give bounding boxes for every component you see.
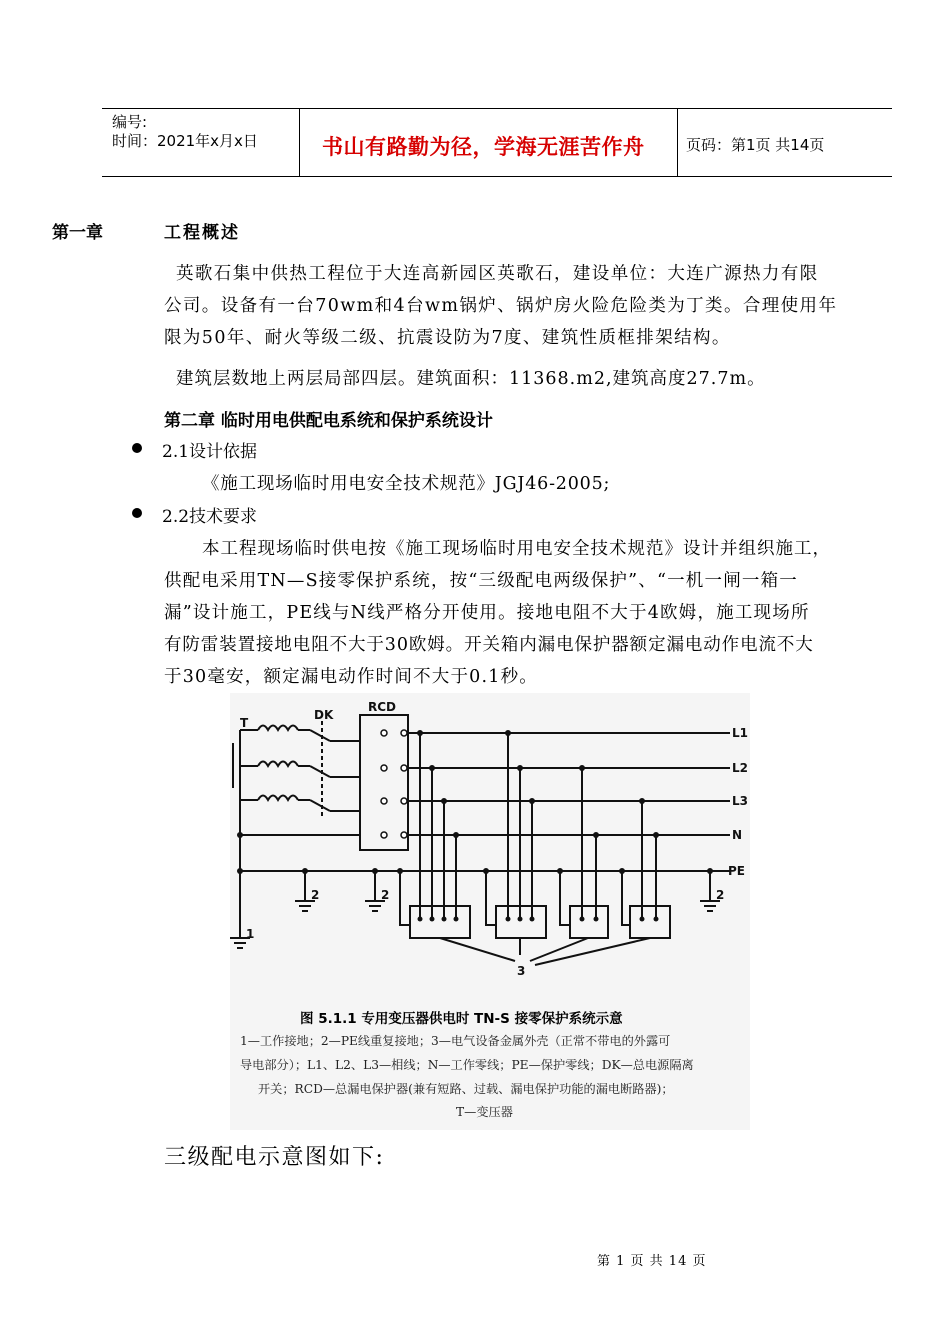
section-2-2-line5: 于30毫安，额定漏电动作时间不大于0.1秒。 xyxy=(164,667,538,687)
label-L1: L1 xyxy=(732,726,748,740)
header-top-rule xyxy=(102,108,892,109)
label-L3: L3 xyxy=(732,794,748,808)
label-T: T xyxy=(240,716,249,730)
section-2-1-text: 《施工现场临时用电安全技术规范》JGJ46-2005; xyxy=(202,474,611,494)
section-2-2-title: 2.2技术要求 xyxy=(162,507,258,527)
label-RCD: RCD xyxy=(368,700,397,714)
header-motto: 书山有路勤为径，学海无涯苦作舟 xyxy=(322,134,645,159)
label-PE: PE xyxy=(728,864,745,878)
section-2-2-line2: 供配电采用TN—S接零保护系统，按“三级配电两级保护”、“一机一闸一箱一 xyxy=(164,571,799,591)
label-ground-1: 1 xyxy=(246,927,255,941)
figure-note-line2: 导电部分）；L1、L2、L3—相线；N—工作零线；PE—保护零线；DK—总电源隔离 xyxy=(240,1058,694,1072)
label-equipment-3: 3 xyxy=(517,964,526,978)
chapter1-number: 第一章 xyxy=(52,223,103,243)
bullet-2-1 xyxy=(132,443,142,453)
chapter1-para1-line3: 限为50年、耐火等级二级、抗震设防为7度、建筑性质框排架结构。 xyxy=(164,328,731,348)
label-ground-2c: 2 xyxy=(716,888,725,902)
page-label: 页码：第1页 共14页 xyxy=(686,136,825,154)
tn-s-diagram-figure xyxy=(230,693,750,1130)
time-label: 时间：2021年x月x日 xyxy=(112,132,258,150)
bullet-2-2 xyxy=(132,508,142,518)
figure-caption: 图 5.1.1 专用变压器供电时 TN-S 接零保护系统示意 xyxy=(300,1011,623,1027)
section-2-2-line3: 漏”设计施工，PE线与N线严格分开使用。接地电阻不大于4欧姆，施工现场所 xyxy=(164,603,810,623)
label-L2: L2 xyxy=(732,761,748,775)
page-footer: 第 1 页 共 14 页 xyxy=(597,1254,707,1269)
label-ground-2a: 2 xyxy=(311,888,320,902)
chapter1-para2: 建筑层数地上两层局部四层。建筑面积：11368.m2,建筑高度27.7m。 xyxy=(176,369,766,389)
chapter1-title: 工程概述 xyxy=(164,223,240,243)
three-level-intro: 三级配电示意图如下: xyxy=(164,1145,385,1170)
serial-label: 编号: xyxy=(112,113,148,131)
label-ground-2b: 2 xyxy=(381,888,390,902)
section-2-2-line4: 有防雷装置接地电阻不大于30欧姆。开关箱内漏电保护器额定漏电动作电流不大 xyxy=(164,635,814,655)
figure-note-line4: T—变压器 xyxy=(456,1105,513,1119)
chapter2-title: 第二章 临时用电供配电系统和保护系统设计 xyxy=(164,411,493,431)
header-divider-2 xyxy=(677,108,678,176)
label-N: N xyxy=(732,828,743,842)
chapter1-para1-line2: 公司。设备有一台70wm和4台wm锅炉、锅炉房火险危险类为丁类。合理使用年 xyxy=(164,296,838,316)
section-2-2-line1: 本工程现场临时供电按《施工现场临时用电安全技术规范》设计并组织施工， xyxy=(202,539,831,559)
figure-note-line1: 1—工作接地；2—PE线重复接地；3—电气设备金属外壳（正常不带电的外露可 xyxy=(240,1034,671,1048)
chapter1-para1-line1: 英歌石集中供热工程位于大连高新园区英歌石，建设单位：大连广源热力有限 xyxy=(176,264,819,284)
header-divider-1 xyxy=(299,108,300,176)
figure-note-line3: 开关；RCD—总漏电保护器(兼有短路、过载、漏电保护功能的漏电断路器)； xyxy=(258,1082,674,1096)
header-bottom-rule xyxy=(102,176,892,177)
label-DK: DK xyxy=(314,708,334,722)
section-2-1-title: 2.1设计依据 xyxy=(162,442,258,462)
